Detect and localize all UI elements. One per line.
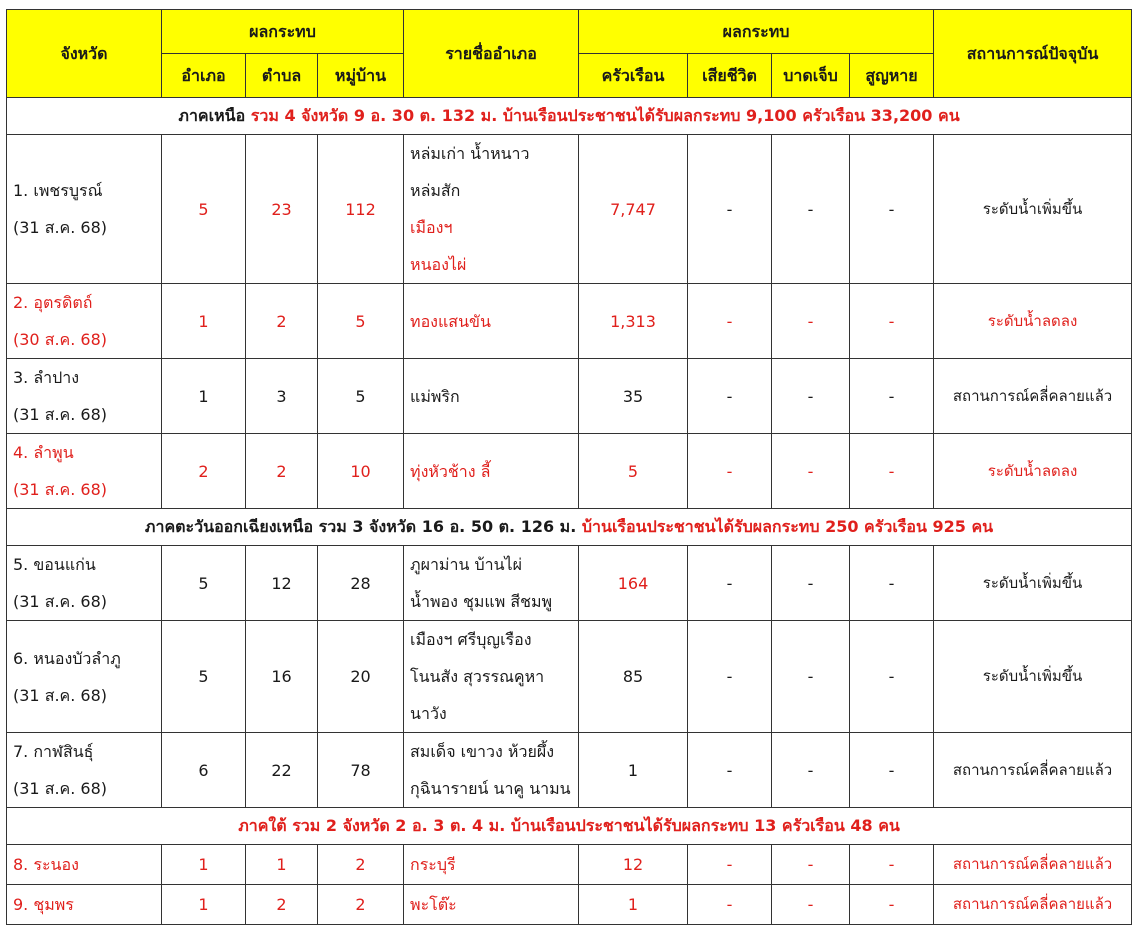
province-cell — [7, 733, 162, 808]
subdistrict-count: 16 — [246, 621, 318, 733]
situation-status: ระดับน้ำเพิ่มขึ้น — [934, 135, 1132, 284]
district-names — [404, 546, 579, 621]
province-cell — [7, 621, 162, 733]
table-row — [7, 135, 1132, 284]
district-names-line: หล่มเก่า น้ำหนาว — [410, 144, 530, 163]
region-summary-cell — [7, 808, 1132, 845]
header-district-names: รายชื่ออำเภอ — [404, 10, 579, 98]
situation-status: ระดับน้ำเพิ่มขึ้น — [934, 621, 1132, 733]
village-count: 5 — [318, 359, 404, 434]
region-summary-south — [7, 808, 1132, 845]
subdistrict-count: 3 — [246, 359, 318, 434]
table-row — [7, 845, 1132, 885]
district-names: พะโต๊ะ — [404, 885, 579, 925]
district-names-line: นาวัง — [410, 704, 447, 723]
village-count: 112 — [318, 135, 404, 284]
district-names-line: ภูผาม่าน บ้านไผ่ — [410, 555, 522, 574]
injured-count: - — [772, 733, 850, 808]
households-count: 1 — [579, 733, 688, 808]
province-name: 7. กาฬสินธุ์ — [13, 742, 94, 761]
table-row — [7, 359, 1132, 434]
report-date: (30 ส.ค. 68) — [13, 330, 108, 349]
report-date: (31 ส.ค. 68) — [13, 779, 108, 798]
subdistrict-count: 2 — [246, 284, 318, 359]
district-count: 1 — [162, 845, 246, 885]
deaths-count: - — [688, 845, 772, 885]
village-count: 5 — [318, 284, 404, 359]
missing-count: - — [850, 546, 934, 621]
report-date: (31 ส.ค. 68) — [13, 480, 108, 499]
province-name: 6. หนองบัวลำภู — [13, 648, 121, 668]
header-impact-people: ผลกระทบ — [579, 10, 934, 54]
province-name: 2. อุตรดิตถ์ — [13, 293, 93, 312]
district-count: 1 — [162, 885, 246, 925]
injured-count: - — [772, 845, 850, 885]
district-count: 1 — [162, 359, 246, 434]
table-row — [7, 621, 1132, 733]
flood-impact-table — [6, 9, 1132, 925]
missing-count: - — [850, 885, 934, 925]
village-count: 2 — [318, 885, 404, 925]
district-names-line: น้ำพอง ชุมแพ สีชมพู — [410, 592, 553, 611]
village-count: 2 — [318, 845, 404, 885]
province-name: 8. ระนอง — [7, 845, 162, 885]
report-date: (31 ส.ค. 68) — [13, 592, 108, 611]
households-count: 85 — [579, 621, 688, 733]
injured-count: - — [772, 135, 850, 284]
district-names: ทองแสนขัน — [404, 284, 579, 359]
district-names: แม่พริก — [404, 359, 579, 434]
district-name-highlight: เมืองฯ — [410, 218, 453, 237]
region-name: ภาคตะวันออกเฉียงเหนือ รวม 3 จังหวัด 16 อ. 50 ต. 126 ม. — [144, 517, 582, 536]
district-names-line: หนองไผ่ — [410, 255, 467, 274]
header-subdistrict: ตำบล — [246, 54, 318, 98]
subdistrict-count: 2 — [246, 885, 318, 925]
subdistrict-count: 23 — [246, 135, 318, 284]
table-row — [7, 284, 1132, 359]
deaths-count: - — [688, 885, 772, 925]
table-row — [7, 434, 1132, 509]
injured-count: - — [772, 284, 850, 359]
header-deaths: เสียชีวิต — [688, 54, 772, 98]
region-summary-text: บ้านเรือนประชาชนได้รับผลกระทบ 250 ครัวเรือน 925 คน — [581, 517, 994, 536]
province-cell — [7, 284, 162, 359]
province-name: 1. เพชรบูรณ์ — [13, 181, 103, 200]
table-row — [7, 546, 1132, 621]
district-names-line — [410, 172, 572, 246]
header-village: หมู่บ้าน — [318, 54, 404, 98]
table-row — [7, 885, 1132, 925]
households-count: 5 — [579, 434, 688, 509]
province-name: 3. ลำปาง — [13, 368, 80, 387]
missing-count: - — [850, 135, 934, 284]
district-names — [404, 733, 579, 808]
households-count: 164 — [579, 546, 688, 621]
district-count: 5 — [162, 546, 246, 621]
report-date: (31 ส.ค. 68) — [13, 685, 108, 705]
district-names-line: กุฉินารายน์ นาคู นามน — [410, 779, 571, 798]
deaths-count: - — [688, 359, 772, 434]
village-count: 28 — [318, 546, 404, 621]
district-count: 5 — [162, 135, 246, 284]
district-names-line: โนนสัง สุวรรณคูหา — [410, 667, 545, 686]
missing-count: - — [850, 845, 934, 885]
situation-status: ระดับน้ำเพิ่มขึ้น — [934, 546, 1132, 621]
subdistrict-count: 12 — [246, 546, 318, 621]
situation-status: ระดับน้ำลดลง — [934, 284, 1132, 359]
district-count: 5 — [162, 621, 246, 733]
deaths-count: - — [688, 284, 772, 359]
deaths-count: - — [688, 733, 772, 808]
village-count: 78 — [318, 733, 404, 808]
injured-count: - — [772, 546, 850, 621]
district-count: 6 — [162, 733, 246, 808]
situation-status: สถานการณ์คลี่คลายแล้ว — [934, 733, 1132, 808]
deaths-count: - — [688, 434, 772, 509]
situation-status: สถานการณ์คลี่คลายแล้ว — [934, 885, 1132, 925]
subdistrict-count: 1 — [246, 845, 318, 885]
header-province: จังหวัด — [7, 10, 162, 98]
missing-count: - — [850, 621, 934, 733]
province-cell — [7, 359, 162, 434]
district-names-line: เมืองฯ ศรีบุญเรือง — [410, 630, 532, 649]
district-names — [404, 621, 579, 733]
missing-count: - — [850, 284, 934, 359]
region-summary-cell — [7, 98, 1132, 135]
province-cell — [7, 434, 162, 509]
missing-count: - — [850, 434, 934, 509]
deaths-count: - — [688, 621, 772, 733]
situation-status: สถานการณ์คลี่คลายแล้ว — [934, 845, 1132, 885]
households-count: 12 — [579, 845, 688, 885]
injured-count: - — [772, 885, 850, 925]
table-header — [7, 10, 1132, 98]
header-households: ครัวเรือน — [579, 54, 688, 98]
province-name: 4. ลำพูน — [13, 443, 74, 462]
injured-count: - — [772, 621, 850, 733]
header-situation: สถานการณ์ปัจจุบัน — [934, 10, 1132, 98]
households-count: 1 — [579, 885, 688, 925]
header-district: อำเภอ — [162, 54, 246, 98]
deaths-count: - — [688, 135, 772, 284]
district-count: 2 — [162, 434, 246, 509]
district-name-text: หล่มสัก — [410, 181, 461, 200]
households-count: 1,313 — [579, 284, 688, 359]
province-cell — [7, 546, 162, 621]
district-names — [404, 135, 579, 284]
report-date: (31 ส.ค. 68) — [13, 405, 108, 424]
header-impact-admin: ผลกระทบ — [162, 10, 404, 54]
village-count: 20 — [318, 621, 404, 733]
header-missing: สูญหาย — [850, 54, 934, 98]
region-summary-text: ภาคใต้ รวม 2 จังหวัด 2 อ. 3 ต. 4 ม. บ้านเรือนประชาชนได้รับผลกระทบ 13 ครัวเรือน 48 คน — [238, 816, 900, 835]
district-count: 1 — [162, 284, 246, 359]
situation-status: สถานการณ์คลี่คลายแล้ว — [934, 359, 1132, 434]
region-name: ภาคเหนือ — [178, 106, 251, 125]
table-row — [7, 733, 1132, 808]
subdistrict-count: 2 — [246, 434, 318, 509]
region-summary-north — [7, 98, 1132, 135]
households-count: 35 — [579, 359, 688, 434]
subdistrict-count: 22 — [246, 733, 318, 808]
region-summary-text: รวม 4 จังหวัด 9 อ. 30 ต. 132 ม. บ้านเรือนประชาชนได้รับผลกระทบ 9,100 ครัวเรือน 33,200 คน — [250, 106, 960, 125]
province-name: 5. ขอนแก่น — [13, 555, 96, 574]
village-count: 10 — [318, 434, 404, 509]
missing-count: - — [850, 359, 934, 434]
injured-count: - — [772, 359, 850, 434]
header-injured: บาดเจ็บ — [772, 54, 850, 98]
deaths-count: - — [688, 546, 772, 621]
district-names: ทุ่งหัวช้าง ลี้ — [404, 434, 579, 509]
situation-status: ระดับน้ำลดลง — [934, 434, 1132, 509]
district-names-line: สมเด็จ เขาวง ห้วยผึ้ง — [410, 742, 555, 761]
missing-count: - — [850, 733, 934, 808]
province-name: 9. ชุมพร — [7, 885, 162, 925]
injured-count: - — [772, 434, 850, 509]
region-summary-cell — [7, 509, 1132, 546]
report-date: (31 ส.ค. 68) — [13, 218, 108, 237]
district-names: กระบุรี — [404, 845, 579, 885]
households-count: 7,747 — [579, 135, 688, 284]
region-summary-northeast — [7, 509, 1132, 546]
province-cell — [7, 135, 162, 284]
